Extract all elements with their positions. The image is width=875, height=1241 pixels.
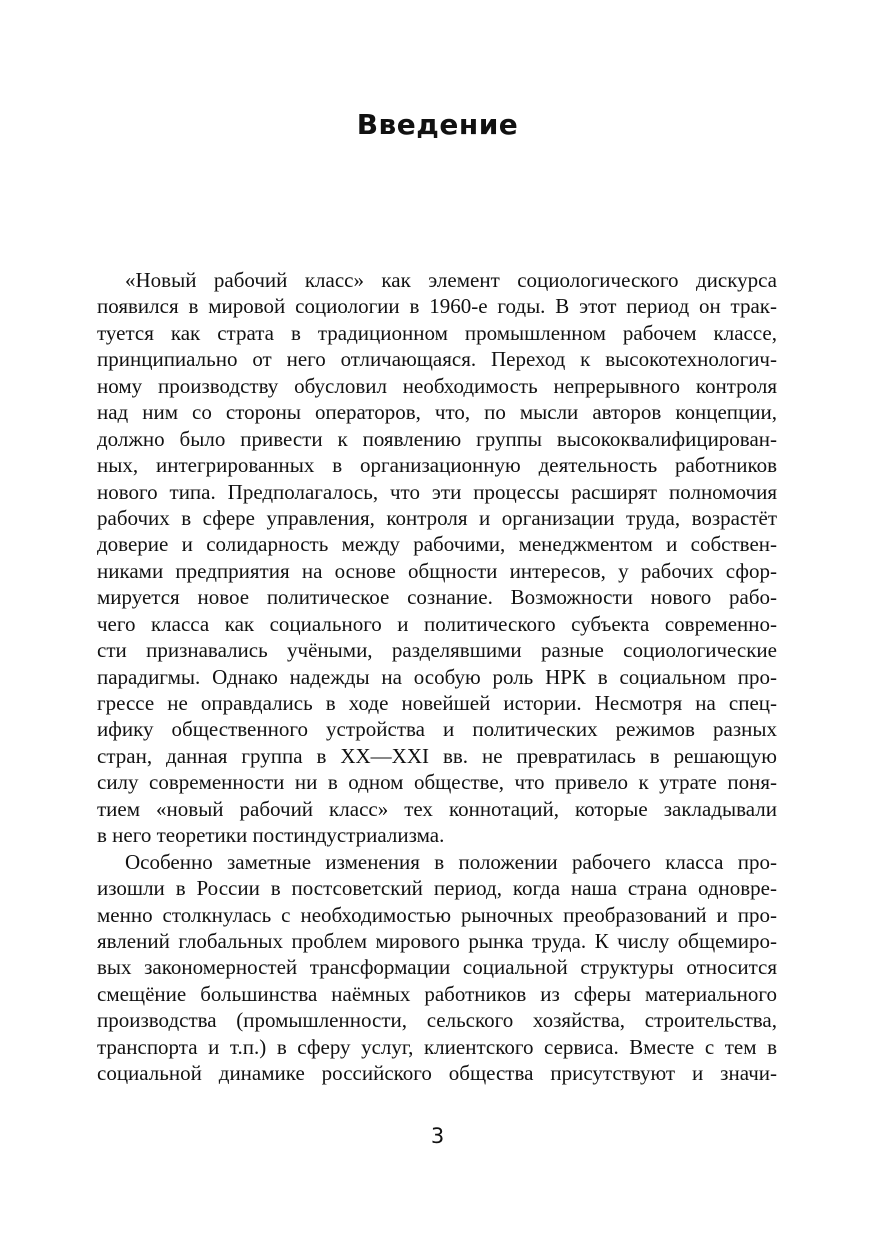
- text-line: нового типа. Предполагалось, что эти процессы расширят полномочия: [97, 479, 777, 504]
- text-line: вых закономерностей трансформации социальной структуры относится: [97, 955, 777, 980]
- text-line: ному производству обусловил необходимость непрерывного контроля: [97, 373, 777, 398]
- page-number: 3: [430, 1124, 445, 1148]
- text-line: явлений глобальных проблем мирового рынка труда. К числу общемиро-: [97, 928, 777, 953]
- text-line: сти признавались учёными, разделявшими разные социологические: [97, 638, 777, 663]
- text-line: никами предприятия на основе общности интересов, у рабочих сфор-: [97, 558, 777, 583]
- text-line: стран, данная группа в XX—XXI вв. не превратилась в решающую: [97, 743, 777, 768]
- body-text: [97, 267, 777, 1087]
- text-line: доверие и солидарность между рабочими, менеджментом и собствен-: [97, 532, 777, 557]
- text-line: в него теоретики постиндустриализма.: [97, 823, 445, 848]
- text-line: рабочих в сфере управления, контроля и организации труда, возрастёт: [97, 505, 777, 530]
- text-line: парадигмы. Однако надежды на особую роль НРК в социальном про-: [97, 664, 777, 689]
- text-line: тием «новый рабочий класс» тех коннотаций, которые закладывали: [97, 796, 777, 821]
- text-line: должно было привести к появлению группы высококвалифицирован-: [97, 426, 777, 451]
- text-line: производства (промышленности, сельского хозяйства, строительства,: [97, 1008, 777, 1033]
- text-line: ифику общественного устройства и политических режимов разных: [97, 717, 777, 742]
- text-line: «Новый рабочий класс» как элемент социологического дискурса: [125, 268, 777, 292]
- text-line: чего класса как социального и политического субъекта современно-: [97, 611, 777, 636]
- text-line: грессе не оправдались в ходе новейшей истории. Несмотря на спец-: [97, 691, 777, 715]
- text-line: туется как страта в традиционном промышленном рабочем классе,: [97, 320, 777, 345]
- text-line: социальной динамике российского общества присутствуют и значи-: [97, 1061, 777, 1086]
- text-line: над ним со стороны операторов, что, по мысли авторов концепции,: [97, 400, 777, 425]
- text-line: транспорта и т.п.) в сферу услуг, клиентского сервиса. Вместе с тем в: [97, 1034, 777, 1059]
- text-line: мируется новое политическое сознание. Возможности нового рабо-: [97, 585, 777, 610]
- text-line: смещёние большинства наёмных работников из сферы материального: [97, 981, 777, 1006]
- text-line: ных, интегрированных в организационную деятельность работников: [97, 453, 777, 478]
- paragraph-2: [97, 849, 777, 1087]
- paragraph-1: [97, 267, 777, 849]
- text-line: изошли в России в постсоветский период, когда наша страна одновре-: [97, 876, 777, 901]
- text-line: Особенно заметные изменения в положении рабочего класса про-: [125, 849, 777, 874]
- text-line: появился в мировой социологии в 1960-е годы. В этот период он трак-: [97, 294, 777, 319]
- text-line: принципиально от него отличающаяся. Переход к высокотехнологич-: [97, 347, 777, 372]
- text-line: менно столкнулась с необходимостью рыночных преобразований и про-: [97, 902, 777, 927]
- text-line: силу современности ни в одном обществе, что привело к утрате поня-: [97, 770, 777, 795]
- page-title: Введение: [356, 108, 519, 141]
